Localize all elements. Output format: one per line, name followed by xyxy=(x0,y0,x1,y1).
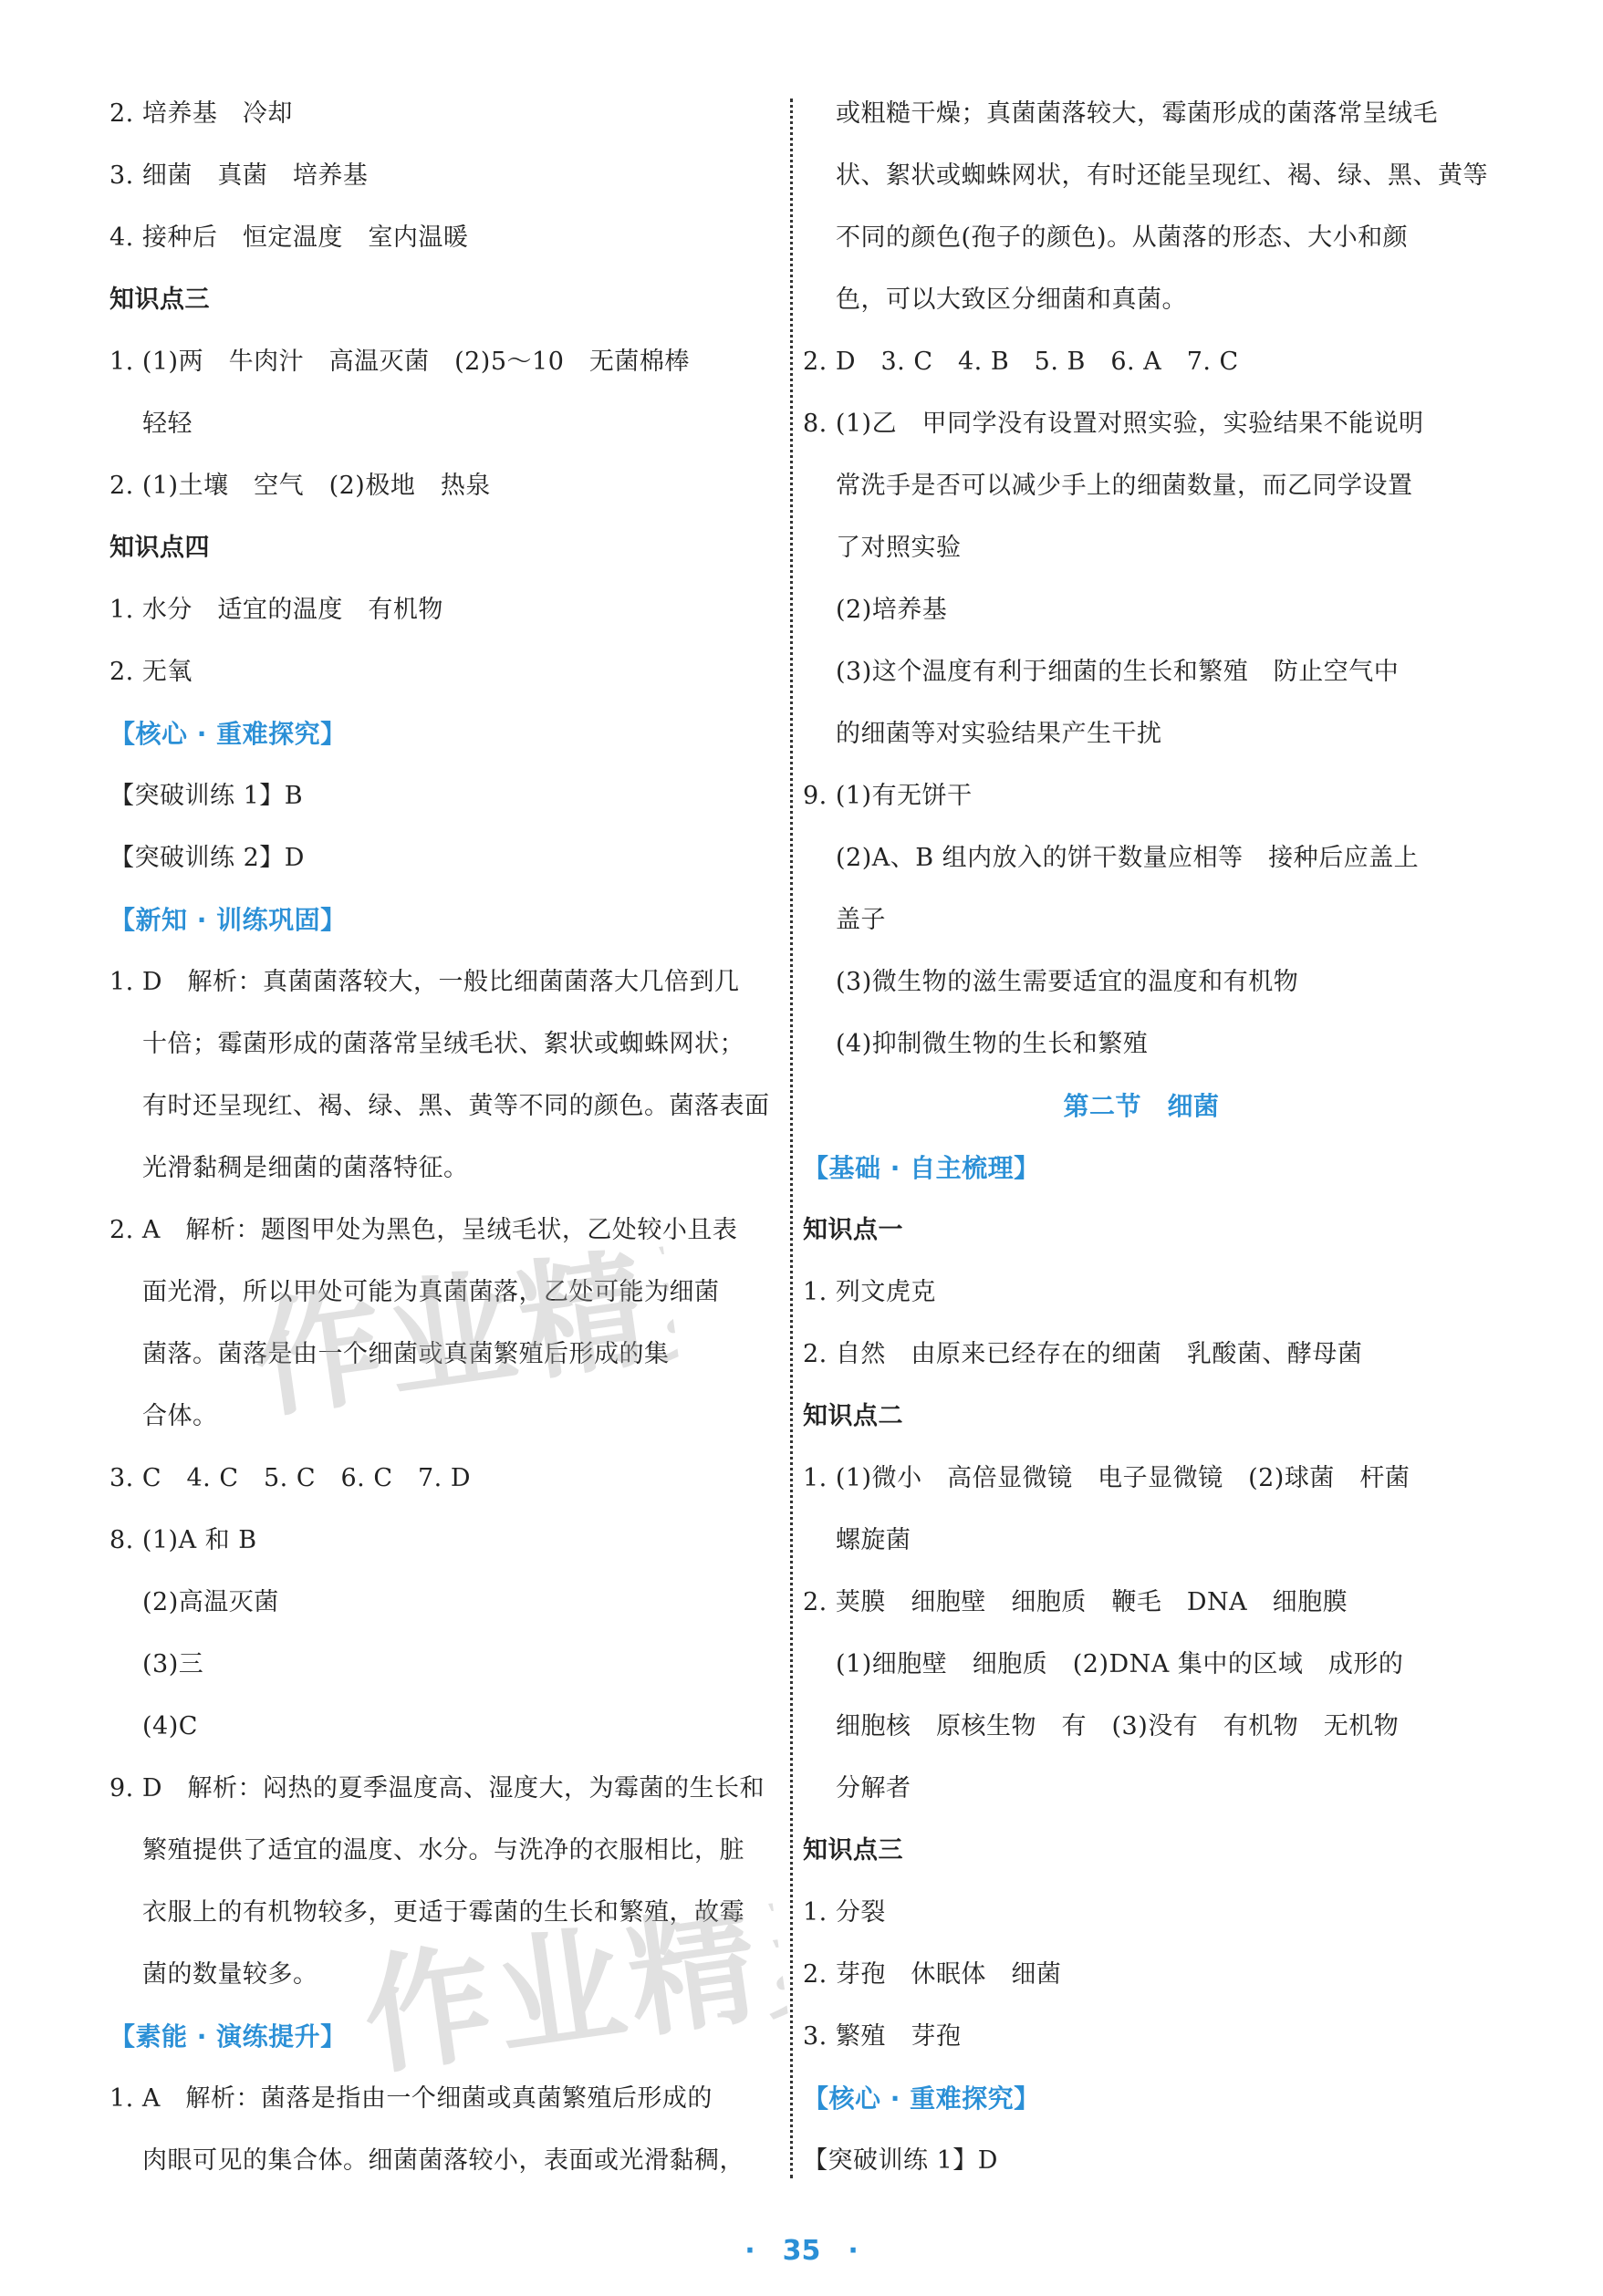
answer-continuation-line: (2)高温灭菌 xyxy=(142,1588,279,1616)
knowledge-point-heading: 知识点三 xyxy=(803,1836,903,1865)
svg-text:作业精灵: 作业精灵 xyxy=(354,1886,791,2091)
answer-continuation-line: 分解者 xyxy=(836,1774,911,1803)
answer-line: 2. 荚膜 细胞壁 细胞质 鞭毛 DNA 细胞膜 xyxy=(803,1588,1348,1616)
answer-line: 3. 繁殖 芽孢 xyxy=(803,2022,962,2051)
answer-continuation-line: (1)细胞壁 细胞质 (2)DNA 集中的区域 成形的 xyxy=(836,1650,1404,1678)
answer-continuation-line: 细胞核 原核生物 有 (3)没有 有机物 无机物 xyxy=(836,1712,1400,1740)
answer-continuation-line: (3)微生物的滋生需要适宜的温度和有机物 xyxy=(836,968,1299,996)
answer-continuation-line: 面光滑，所以甲处可能为真菌菌落，乙处可能为细菌 xyxy=(142,1278,720,1306)
answer-line: 1. (1)微小 高倍显微镜 电子显微镜 (2)球菌 杆菌 xyxy=(803,1464,1410,1492)
answer-line: 2. 无氧 xyxy=(109,658,193,686)
section-heading: 【基础 · 自主梳理】 xyxy=(803,1153,1040,1183)
answer-continuation-line: 菌的数量较多。 xyxy=(142,1960,318,1989)
answer-continuation-line: 合体。 xyxy=(142,1402,218,1430)
answer-continuation-line: 有时还呈现红、褐、绿、黑、黄等不同的颜色。菌落表面 xyxy=(142,1092,770,1120)
left-column xyxy=(109,99,785,2208)
answer-continuation-line: (3)这个温度有利于细菌的生长和繁殖 防止空气中 xyxy=(836,658,1400,686)
answer-continuation-line: 不同的颜色(孢子的颜色)。从菌落的形态、大小和颜 xyxy=(836,223,1409,252)
answer-line: 2. D 3. C 4. B 5. B 6. A 7. C xyxy=(803,348,1239,376)
answer-line: 1. 列文虎克 xyxy=(803,1278,936,1306)
answer-line: 8. (1)A 和 B xyxy=(109,1526,257,1554)
answer-line: 3. C 4. C 5. C 6. C 7. D xyxy=(109,1464,471,1492)
answer-line: 1. (1)两 牛肉汁 高温灭菌 (2)5～10 无菌棉棒 xyxy=(109,348,690,376)
answer-continuation-line: 状、絮状或蜘蛛网状，有时还能呈现红、褐、绿、黑、黄等 xyxy=(836,161,1488,190)
answer-line: 【突破训练 2】D xyxy=(109,844,305,872)
column-divider xyxy=(790,99,793,2178)
answer-continuation-line: 常洗手是否可以减少手上的细菌数量，而乙同学设置 xyxy=(836,472,1413,500)
answer-continuation-line: 盖子 xyxy=(836,906,886,934)
answer-line: 1. 分裂 xyxy=(803,1898,886,1927)
knowledge-point-heading: 知识点四 xyxy=(109,534,210,562)
answer-line: 【突破训练 1】B xyxy=(109,782,304,810)
answer-continuation-line: 螺旋菌 xyxy=(836,1526,911,1554)
answer-continuation-line: 色，可以大致区分细菌和真菌。 xyxy=(836,286,1187,314)
answer-continuation-line: (4)抑制微生物的生长和繁殖 xyxy=(836,1030,1149,1058)
answer-line: 8. (1)乙 甲同学没有设置对照实验，实验结果不能说明 xyxy=(803,410,1424,438)
answer-continuation-line: 繁殖提供了适宜的温度、水分。与洗净的衣服相比，脏 xyxy=(142,1836,744,1865)
answer-continuation-line: 肉眼可见的集合体。细菌菌落较小，表面或光滑黏稠， xyxy=(142,2146,744,2175)
answer-line: 1. A 解析：菌落是指由一个细菌或真菌繁殖后形成的 xyxy=(109,2084,713,2113)
answer-continuation-line: (3)三 xyxy=(142,1650,204,1678)
answer-line: 2. (1)土壤 空气 (2)极地 热泉 xyxy=(109,472,491,500)
page-number: · 35 · xyxy=(744,2235,859,2267)
answer-line: 4. 接种后 恒定温度 室内温暖 xyxy=(109,223,469,252)
answer-continuation-line: 的细菌等对实验结果产生干扰 xyxy=(836,720,1162,748)
answer-continuation-line: (2)培养基 xyxy=(836,596,948,624)
answer-line: 9. D 解析：闷热的夏季温度高、湿度大，为霉菌的生长和 xyxy=(109,1774,765,1803)
svg-text:作业精灵: 作业精灵 xyxy=(245,1230,682,1434)
answer-line: 【突破训练 1】D xyxy=(803,2146,998,2175)
answer-continuation-line: 菌落。菌落是由一个细菌或真菌繁殖后形成的集 xyxy=(142,1340,670,1368)
answer-continuation-line: 光滑黏稠是细菌的菌落特征。 xyxy=(142,1154,469,1182)
answer-continuation-line: 轻轻 xyxy=(142,410,193,438)
answer-line: 2. 芽孢 休眠体 细菌 xyxy=(803,1960,1062,1989)
section-heading: 【核心 · 重难探究】 xyxy=(109,719,347,749)
answer-continuation-line: 或粗糙干燥；真菌菌落较大，霉菌形成的菌落常呈绒毛 xyxy=(836,99,1438,128)
answer-line: 3. 细菌 真菌 培养基 xyxy=(109,161,369,190)
answer-continuation-line: 衣服上的有机物较多，更适于霉菌的生长和繁殖，故霉 xyxy=(142,1898,744,1927)
knowledge-point-heading: 知识点三 xyxy=(109,286,210,314)
section-heading: 【新知 · 训练巩固】 xyxy=(109,905,347,935)
section-heading: 【核心 · 重难探究】 xyxy=(803,2083,1040,2114)
answer-line: 1. 水分 适宜的温度 有机物 xyxy=(109,596,443,624)
answer-continuation-line: (2)A、B 组内放入的饼干数量应相等 接种后应盖上 xyxy=(836,844,1420,872)
right-column xyxy=(803,99,1488,2208)
answer-line: 2. 培养基 冷却 xyxy=(109,99,293,128)
answer-continuation-line: 了对照实验 xyxy=(836,534,962,562)
answer-line: 1. D 解析：真菌菌落较大，一般比细菌菌落大几倍到几 xyxy=(109,968,740,996)
chapter-section-title: 第二节 细菌 xyxy=(1063,1091,1220,1121)
answer-line: 2. A 解析：题图甲处为黑色，呈绒毛状，乙处较小且表 xyxy=(109,1216,738,1244)
section-heading: 【素能 · 演练提升】 xyxy=(109,2021,347,2052)
knowledge-point-heading: 知识点一 xyxy=(803,1216,903,1244)
answer-continuation-line: 十倍；霉菌形成的菌落常呈绒毛状、絮状或蜘蛛网状； xyxy=(142,1030,744,1058)
answer-continuation-line: (4)C xyxy=(142,1712,198,1740)
knowledge-point-heading: 知识点二 xyxy=(803,1402,903,1430)
answer-line: 2. 自然 由原来已经存在的细菌 乳酸菌、酵母菌 xyxy=(803,1340,1363,1368)
answer-line: 9. (1)有无饼干 xyxy=(803,782,973,810)
